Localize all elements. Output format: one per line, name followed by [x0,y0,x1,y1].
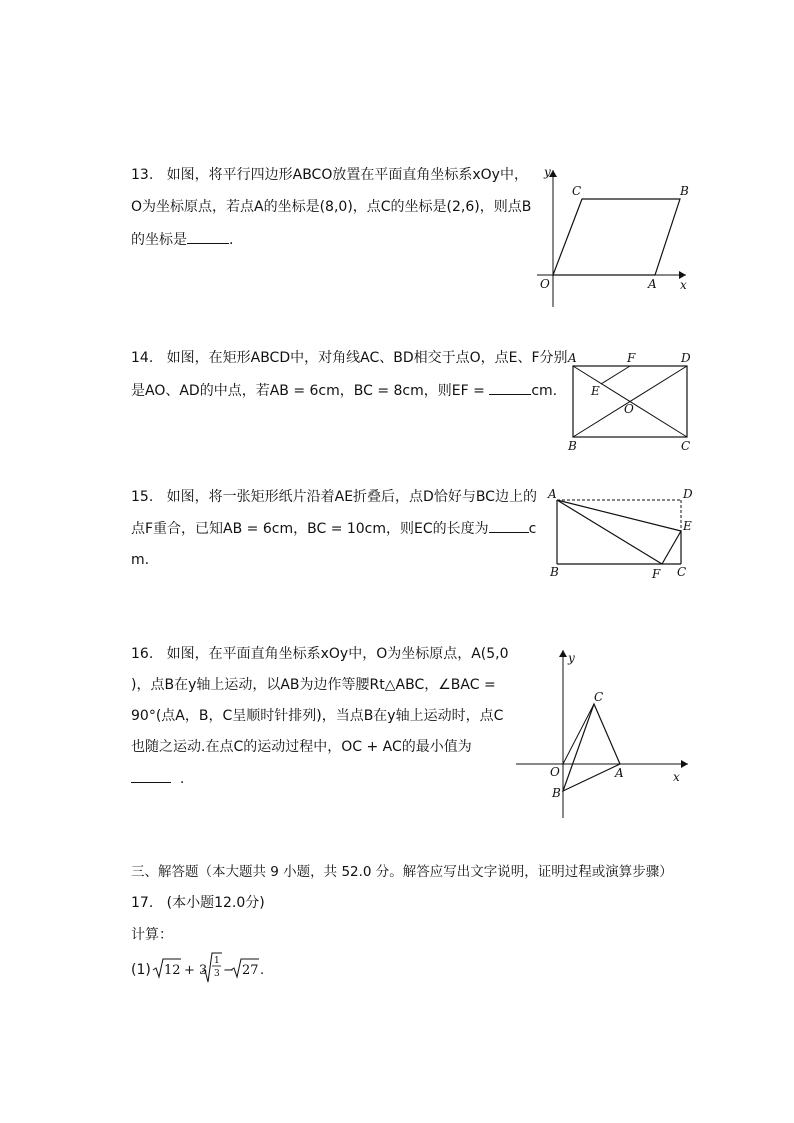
q13-label-B: B [680,184,689,198]
q15-label-B: B [550,565,559,579]
q17-number: 17. [131,895,154,911]
q17-plus-three: + 3 [184,963,208,978]
q17-part1-label: (1) [131,962,151,978]
q13-number: 13. [131,167,154,183]
q16-line4: 也随之运动.在点C的运动过程中，OC + AC的最小值为 [131,739,472,755]
q17-prompt: 计算： [131,927,173,943]
q17-end-period: . [260,963,265,978]
q14-label-F: F [627,351,636,365]
section-3-heading: 三、解答题（本大题共 9 小题，共 52.0 分。解答应写出文字说明，证明过程或演算步骤） [131,864,673,880]
q15-line3: m. [131,552,150,568]
q17-radicand-1: 12 [164,963,181,978]
q16-number: 16. [131,646,154,662]
q15-label-D: D [683,487,693,501]
q17-frac-den: 3 [214,969,220,979]
q17-points: (本小题12.0分) [166,895,265,911]
q14-text-1: 如图，在矩形ABCD中，对角线AC、BD相交于点O，点E、F分别 [166,350,568,366]
q14-unit: cm. [531,383,558,399]
q14-label-C: C [681,439,691,453]
q14-text-2: 是AO、AD的中点，若AB = 6cm，BC = 8cm，则EF = [131,383,485,399]
q15-label-C: C [677,565,687,579]
q13-label-y: y [544,165,551,179]
q13-label-C: C [572,184,582,198]
q16-label-B: B [552,786,561,800]
q16-label-y: y [568,651,575,665]
q16-period: . [179,771,185,787]
q15-number: 15. [131,489,154,505]
q14-label-O: O [624,402,634,416]
q15-label-F: F [652,567,661,581]
q14-label-A: A [568,351,577,365]
q15-text-1: 如图，将一张矩形纸片沿着AE折叠后，点D恰好与BC边上的 [166,489,537,505]
q13-label-A: A [648,277,657,291]
q13-text-3: 的坐标是 [131,232,187,248]
q15-label-A: A [548,487,557,501]
q13-label-x: x [680,278,687,292]
q16-label-O: O [550,765,560,779]
q15-text-2: 点F重合，已知AB = 6cm，BC = 10cm，则EC的长度为 [131,521,489,537]
q13-text-1: 如图，将平行四边形ABCO放置在平面直角坐标系xOy中， [166,167,528,183]
q16-line2: )，点B在y轴上运动，以AB为边作等腰Rt△ABC，∠BAC = [131,677,496,693]
q16-line3: 90°(点A，B，C呈顺时针排列)，当点B在y轴上运动时，点C [131,708,504,724]
q15-unit-1: c [528,521,537,537]
q16-label-C: C [594,690,604,704]
q16-text-1: 如图，在平面直角坐标系xOy中，O为坐标原点，A(5,0 [166,646,509,662]
q14-label-E: E [591,384,600,398]
q17-frac-num: 1 [214,956,220,966]
q17-radicand-3: 27 [242,963,259,978]
q14-label-D: D [681,351,691,365]
q13-line2: O为坐标原点，若点A的坐标是(8,0)，点C的坐标是(2,6)，则点B [131,199,532,215]
q13-period: . [229,232,234,248]
q14-label-B: B [568,439,577,453]
q14-number: 14. [131,350,154,366]
q16-label-A: A [615,766,624,780]
q13-label-O: O [540,277,550,291]
q15-label-E: E [683,519,692,533]
q17-minus: − [223,963,234,978]
q16-label-x: x [673,770,680,784]
